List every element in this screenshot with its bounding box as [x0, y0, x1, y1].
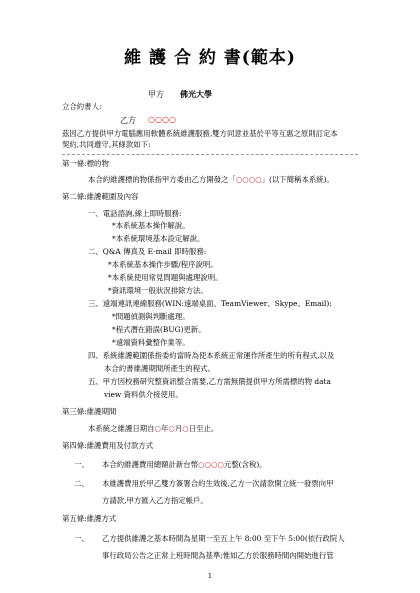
document-title: 維 護 合 約 書(範本) [124, 48, 296, 68]
list-item: 四、系統維護範圍係指委約當時為使本系統正常運作所產生的所有程式,以及 [88, 351, 335, 360]
list-item: 一、電話諮詢,線上即時服務: [88, 209, 182, 218]
list-item-number: 一、 [74, 460, 89, 469]
section-1-line-post: 」(以下簡稱本系統)。 [261, 175, 334, 184]
fee-line [102, 461, 267, 468]
list-item: 本維護費用於甲乙雙方簽署合約生效後,乙方一次請款開立統一發票向甲 [102, 479, 334, 488]
section-heading: 第一條:標的物 [62, 159, 109, 168]
section-heading: 第四條:維護費用及付款方式 [62, 441, 154, 450]
section-3-line-pre: 本系統之維護日期自 [88, 424, 155, 433]
list-item: *本系統環境基本設定解說。 [112, 234, 205, 243]
section-1-line [88, 176, 334, 183]
placeholder-mark: ○○○○ [198, 460, 224, 469]
list-item: *遠端資料彙整作業等。 [112, 338, 190, 347]
list-item: *本系統使用常見問題與處理說明。 [108, 273, 223, 282]
party-a-name: 佛光大學 [180, 89, 212, 99]
list-item: 乙方提供維護之基本時間為星期一至五上午 8:00 至下午 5:00(依行政院人 [102, 534, 345, 543]
party-a-label: 甲方 [148, 90, 164, 99]
list-item: 三、遠端連訊連線服務(WIN:遠端桌面、TeamViewer、Skype、Email): [88, 299, 332, 308]
placeholder-mark: ○ [182, 424, 189, 433]
list-item: 本合約書維護期間所產生的程式。 [104, 364, 215, 373]
list-item: *問題偵測與判斷處理。 [112, 312, 190, 321]
section-heading: 第三條:維護期間 [62, 407, 117, 416]
list-item: 二、Q&A 傳真及 E-mail 即時服務: [88, 247, 207, 256]
party-b-placeholder: ○○○○ [148, 115, 176, 124]
placeholder-mark: ○ [168, 424, 175, 433]
list-item: 五、甲方因校務研究整資訊整合需要,乙方需無償提供甲方所需標的物 data [88, 377, 331, 386]
list-item: 方請款,甲方匯入乙方指定帳戶。 [102, 496, 208, 505]
list-item: 事行政局公告之正常上班時間為基準;惟如乙方於服務時間內開始進行管 [102, 551, 334, 560]
list-item-number: 一、 [74, 534, 89, 543]
fee-line-post: 元整(含稅)。 [223, 460, 267, 469]
section-1-line-pre: 本合約維護標的物係指甲方委由乙方開發之「 [88, 175, 236, 184]
placeholder-mark: ○○○○ [235, 175, 262, 184]
signatory-label: 立合約書人: [62, 102, 102, 111]
list-item-number: 二、 [74, 479, 89, 488]
placeholder-mark: ○ [154, 424, 161, 433]
section-3-line-post: 日至止。 [188, 424, 219, 433]
divider [62, 154, 358, 155]
list-item: *程式潛在錯誤(BUG)更新。 [112, 325, 206, 334]
fee-line-pre: 本合約維護費用總額計新台幣 [102, 460, 199, 469]
intro-line-2: 契約,共同遵守,其條款如下: [62, 140, 151, 149]
list-item: *本系統基本操作步驟/程序說明。 [108, 260, 218, 269]
year-label: 年 [160, 424, 169, 433]
section-heading: 第二條:維護範圍及內容 [62, 192, 139, 201]
list-item: *資訊環境一般狀況排除方法。 [108, 286, 208, 295]
party-b-label: 乙方 [120, 116, 136, 125]
list-item: view 資料供介接使用。 [104, 390, 183, 399]
intro-line-1: 茲因乙方提供甲方電腦應用軟體系統維護服務,雙方同意並基於平等互惠之原則訂定本 [62, 129, 338, 138]
section-3-line [88, 425, 218, 432]
month-label: 月 [174, 424, 183, 433]
page-number: 1 [207, 572, 213, 580]
section-heading: 第五條:維護方式 [62, 514, 117, 523]
list-item: *本系統基本操作解說。 [112, 221, 190, 230]
